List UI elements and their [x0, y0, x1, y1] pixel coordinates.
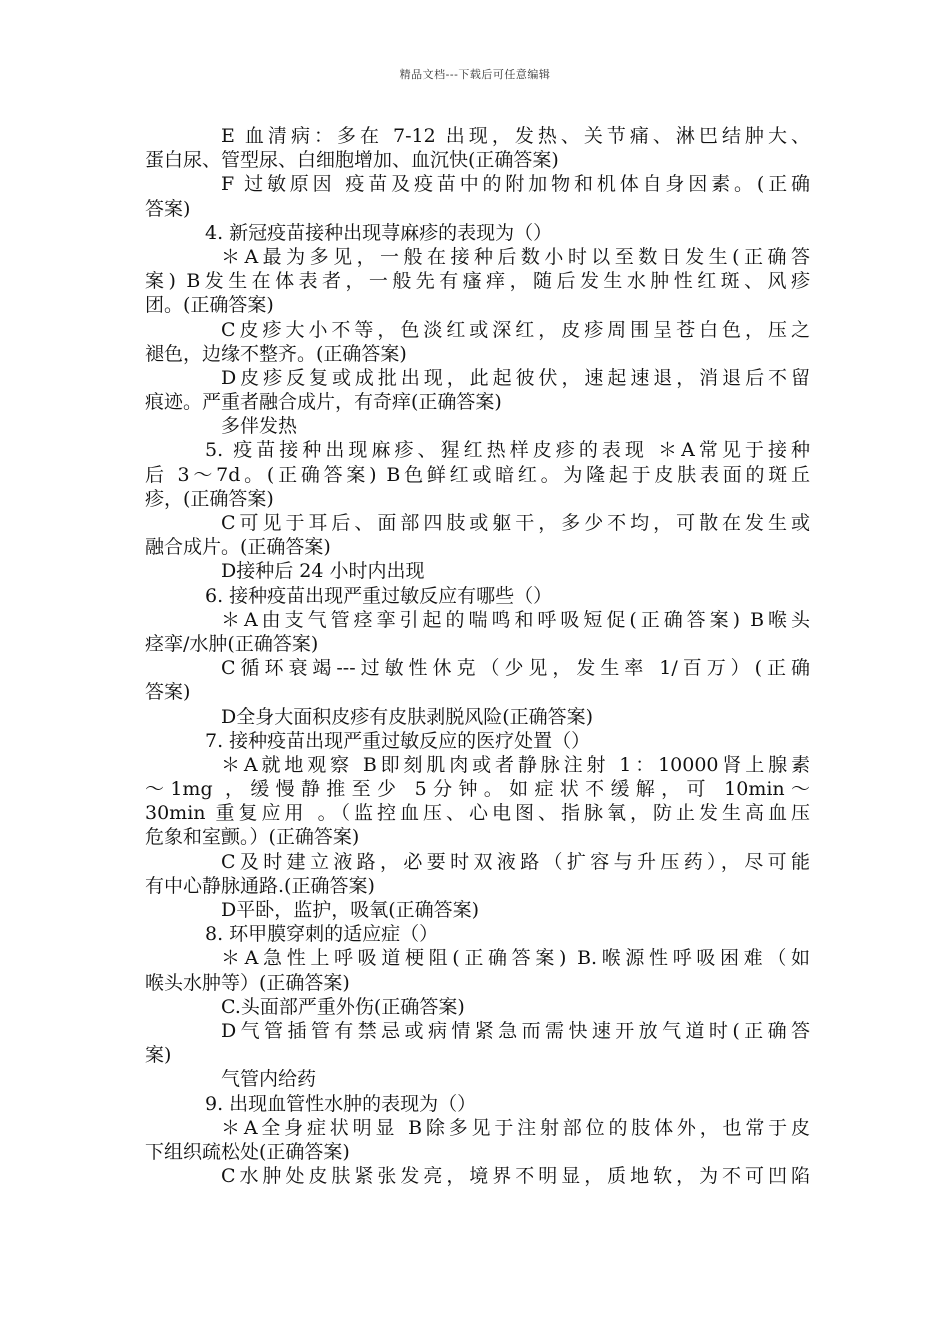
document-body: [145, 124, 810, 1188]
text-line: D气管插管有禁忌或病情紧急而需快速开放气道时(正确答: [221, 1019, 810, 1042]
text-line: C可见于耳后、面部四肢或躯干，多少不均，可散在发生或: [221, 512, 810, 534]
text-line: F 过敏原因 疫苗及疫苗中的附加物和机体自身因素。(正确: [221, 173, 810, 196]
text-line: ～1mg ，缓慢静推至少 5分钟。如症状不缓解，可 10min～: [145, 778, 810, 801]
text-line: C皮疹大小不等，色淡红或深红，皮疹周围呈苍白色，压之: [221, 318, 810, 341]
text-line: 下组织疏松处(正确答案): [145, 1140, 350, 1163]
text-line: 疹，(正确答案): [145, 487, 274, 510]
text-line: 多伴发热: [221, 415, 298, 438]
text-line: 蛋白尿、管型尿、白细胞增加、血沉快(正确答案): [145, 149, 559, 172]
text-line: 融合成片。(正确答案): [145, 536, 331, 559]
text-line: 痕迹。严重者融合成片，有奇痒(正确答案): [145, 391, 502, 414]
text-line: 危象和室颤。）(正确答案): [145, 826, 360, 849]
text-line: 气管内给药: [221, 1068, 317, 1091]
text-line: 痉挛/水肿(正确答案): [145, 632, 319, 655]
text-line: 答案): [145, 197, 191, 220]
text-line: 4. 新冠疫苗接种出现荨麻疹的表现为（）: [205, 221, 553, 244]
text-line: 后 3～7d。(正确答案) B色鲜红或暗红。为隆起于皮肤表面的斑丘: [145, 463, 810, 486]
text-line: 7. 接种疫苗出现严重过敏反应的医疗处置（）: [205, 729, 591, 752]
text-line: D皮疹反复或成批出现，此起彼伏，速起速退，消退后不留: [221, 366, 810, 389]
text-line: 5. 疫苗接种出现麻疹、猩红热样皮疹的表现 ＊A常见于接种: [205, 439, 810, 462]
text-line: C及时建立液路，必要时双液路（扩容与升压药），尽可能: [221, 850, 810, 873]
text-line: 答案): [145, 681, 191, 704]
text-line: D平卧，监护，吸氧(正确答案): [221, 899, 480, 921]
text-line: 6. 接种疫苗出现严重过敏反应有哪些（）: [205, 584, 553, 607]
text-line: ＊A就地观察 B即刻肌肉或者静脉注射 1：10000肾上腺素: [221, 753, 810, 776]
text-line: ＊A最为多见，一般在接种后数小时以至数日发生(正确答: [221, 245, 810, 268]
text-line: C.头面部严重外伤(正确答案): [221, 995, 465, 1018]
text-line: 喉头水肿等）(正确答案): [145, 971, 350, 994]
page-header: 精品文档---下载后可任意编辑: [399, 68, 551, 81]
text-line: 9. 出现血管性水肿的表现为（）: [205, 1092, 477, 1115]
text-line: 案) B发生在体表者，一般先有瘙痒，随后发生水肿性红斑、风疹: [145, 270, 810, 293]
text-line: ＊A由支气管痉挛引起的喘鸣和呼吸短促(正确答案) B喉头: [221, 608, 810, 631]
text-line: 8. 环甲膜穿刺的适应症（）: [205, 923, 439, 946]
text-line: 有中心静脉通路.(正确答案): [145, 874, 375, 897]
text-line: C水肿处皮肤紧张发亮，境界不明显，质地软，为不可凹陷: [221, 1165, 810, 1188]
text-line: 褪色，边缘不整齐。(正确答案): [145, 342, 407, 365]
text-line: 30min 重复应用 。（监控血压、心电图、指脉氧，防止发生高血压: [145, 802, 810, 825]
text-line: 案): [145, 1044, 172, 1067]
text-line: ＊A急性上呼吸道梗阻(正确答案) B.喉源性呼吸困难（如: [221, 947, 810, 970]
text-line: D全身大面积皮疹有皮肤剥脱风险(正确答案): [221, 705, 594, 728]
text-line: C循环衰竭---过敏性休克（少见，发生率 1/百万）(正确: [221, 657, 810, 680]
text-line: 团。(正确答案): [145, 294, 274, 317]
text-line: ＊A全身症状明显 B除多见于注射部位的肢体外，也常于皮: [221, 1116, 810, 1139]
text-line: E 血清病：多在 7-12 出现，发热、关节痛、淋巴结肿大、: [221, 125, 810, 147]
text-line: D接种后 24 小时内出现: [221, 560, 425, 583]
